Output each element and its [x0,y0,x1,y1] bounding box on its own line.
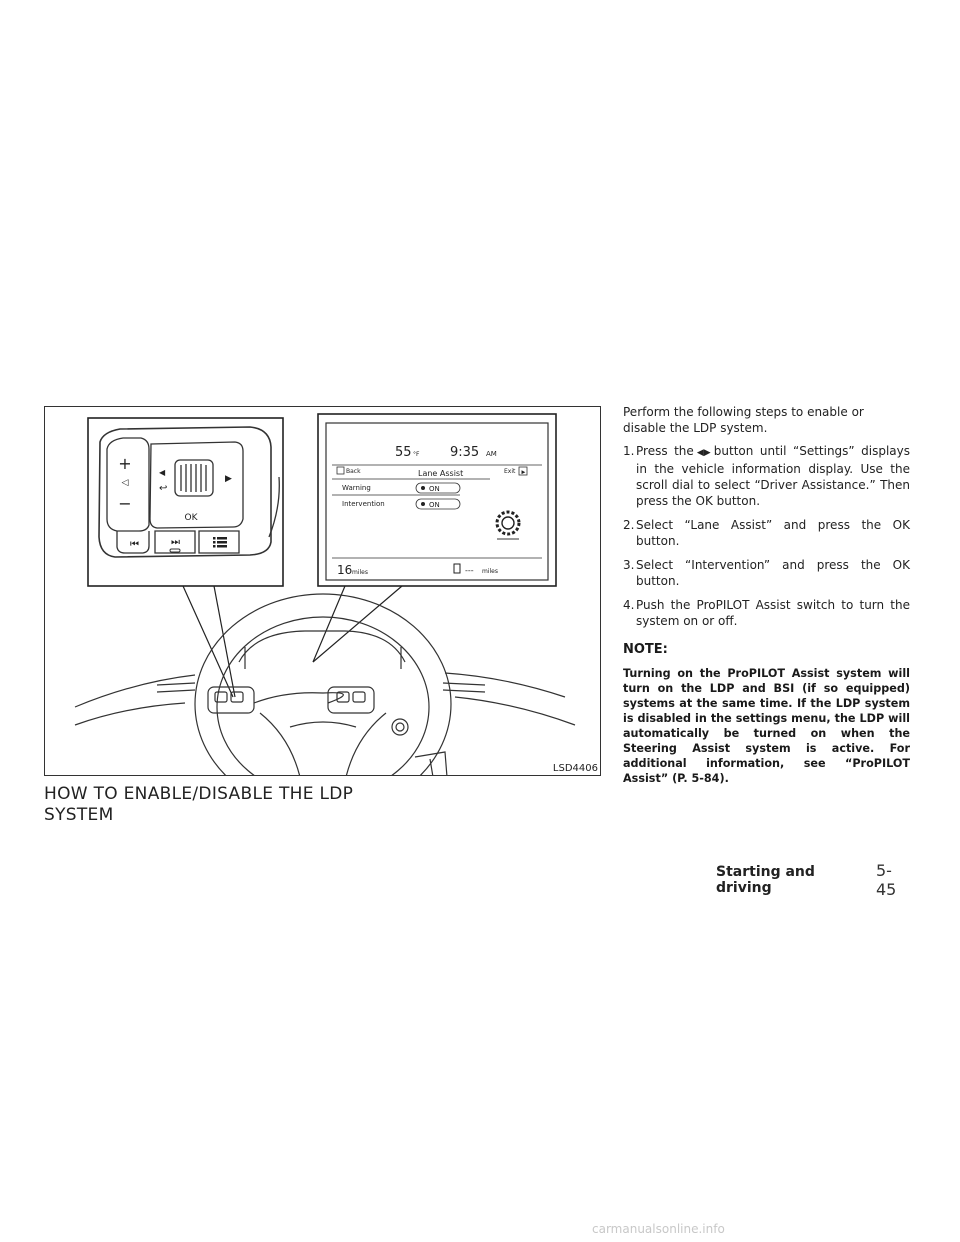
outside-temperature: 55 [395,445,412,460]
right-arrow-icon: ▶ [225,474,232,484]
left-right-arrows-icon: ◀▶ [696,448,711,458]
svg-text:▶: ▶ [521,469,526,476]
figure-code: LSD4406 [552,763,598,774]
steering-wheel-illustration [44,406,601,776]
step-number: 3. [623,558,635,572]
step-text [636,443,910,509]
previous-track-icon: ⏮ [130,539,139,550]
page-footer [716,861,911,899]
odometer-value: 16 [337,563,353,577]
illustration-drawing [45,407,601,776]
warning-row-label: Warning [342,484,371,492]
note-heading: NOTE: [623,642,668,657]
back-icon: ↩ [159,483,168,494]
intervention-row-label: Intervention [342,500,385,508]
step-text-after: button until “Settings” displays in the vehicle information display. Use the scroll dial to select “Driver Assistance.” Then press the OK button. [636,444,911,508]
footer-section-title: Starting and driving [716,864,815,896]
speaker-icon: ◁ [121,478,129,488]
display-menu-title: Lane Assist [418,469,464,478]
temperature-unit: °F [413,451,420,458]
range-value: --- [465,566,474,575]
intervention-toggle-value: ON [429,501,440,509]
intro-paragraph: Perform the following steps to enable or disable the LDP system. [623,405,864,435]
step-number: 4. [623,598,635,612]
watermark: carmanualsonline.info [592,1222,725,1236]
page-number: 5-45 [875,861,897,899]
display-back-label: Back [346,468,361,475]
warning-toggle-value: ON [429,485,440,493]
note-body: Turning on the ProPILOT Assist system will turn on the LDP and BSI (if so equipped) systems at the same time. If the LDP system is disabled in the settings menu, the LDP will automatically be turned on when the Steering Assist system is active. For additional information, see “ProPILOT Assist” (P. 5-84). [623,667,910,785]
clock-suffix: AM [486,450,497,458]
clock-time: 9:35 [450,445,480,460]
step-number: 1. [623,444,635,458]
volume-minus-label: − [118,494,132,513]
range-unit: miles [482,568,498,575]
list-item [623,443,910,509]
next-track-icon: ⏭ [171,537,180,548]
list-item [623,517,910,549]
list-icon [213,537,227,548]
list-item [623,557,910,589]
step-text: Select “Intervention” and press the OK button. [636,558,910,588]
step-text: Select “Lane Assist” and press the OK button. [636,518,910,548]
step-text: Push the ProPILOT Assist switch to turn the system on or off. [636,598,910,628]
display-exit-label: Exit [504,468,516,475]
step-text-before: Press the [636,444,694,458]
left-arrow-icon: ◀ [159,468,166,477]
step-number: 2. [623,518,635,532]
instructions-column [623,404,910,786]
steps-list [623,443,910,629]
volume-plus-label: + [118,454,132,473]
section-title: HOW TO ENABLE/DISABLE THE LDP SYSTEM [44,784,354,825]
ok-label: OK [184,513,198,523]
steering-wheel [75,594,575,776]
list-item [623,597,910,629]
odometer-unit: miles [352,569,368,576]
